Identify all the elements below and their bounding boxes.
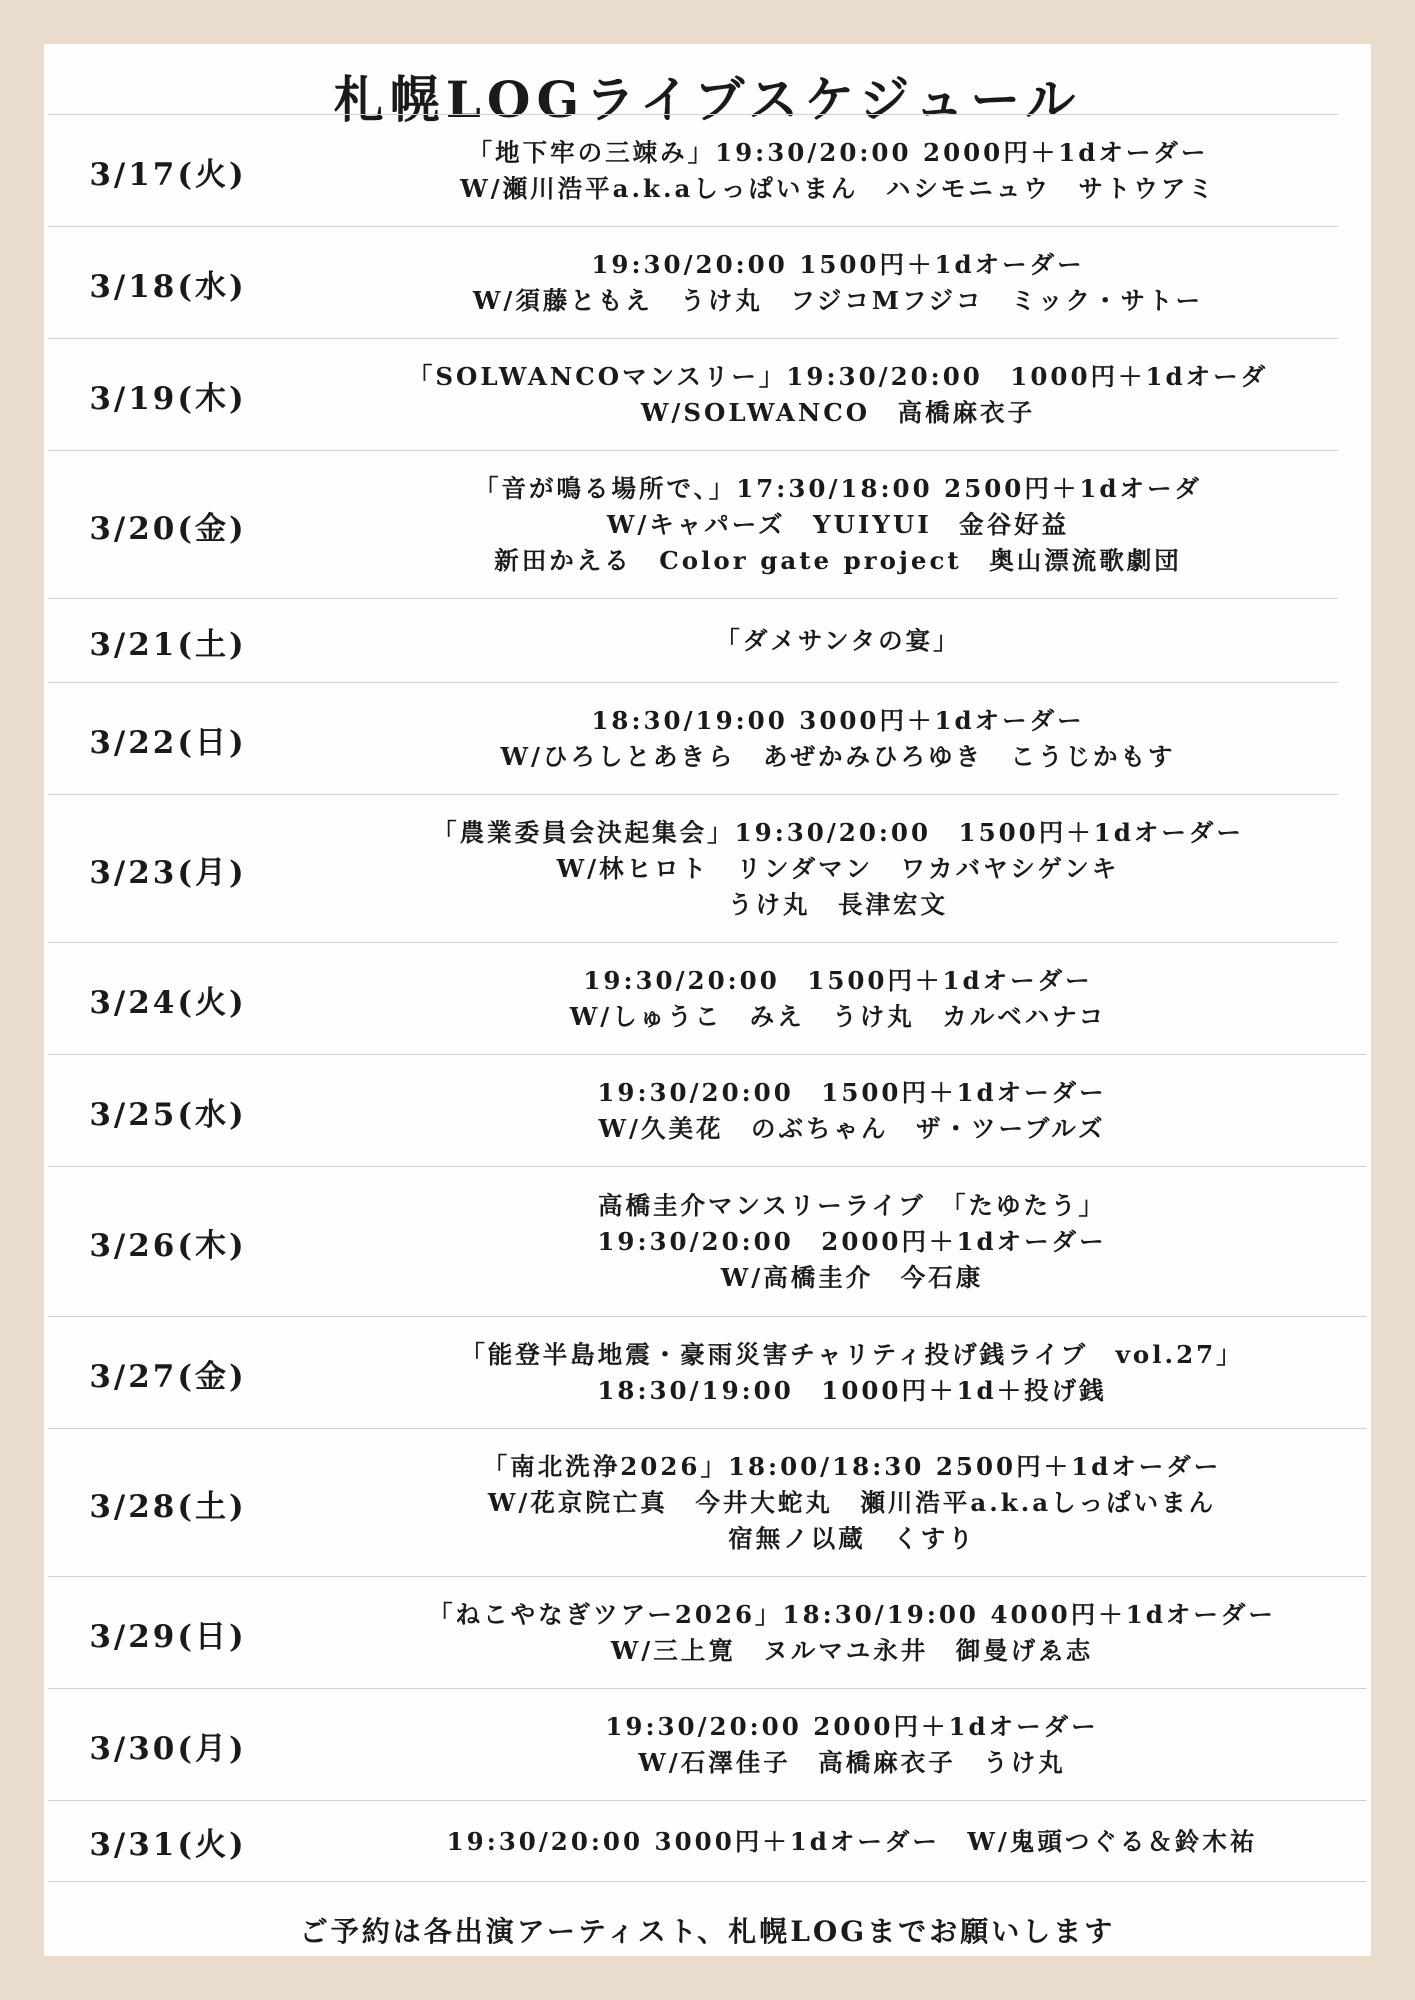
event-line: 「地下牢の三竦み」19:30/20:00 2000円＋1dオーダー — [467, 138, 1209, 167]
event-line: 「SOLWANCOマンスリー」19:30/20:00 1000円＋1dオーダ — [407, 362, 1269, 391]
schedule-row — [48, 450, 1338, 599]
event-date: 3/17(火) — [89, 156, 247, 193]
event-details — [338, 451, 1338, 599]
event-details — [338, 1167, 1366, 1317]
event-line: 宿無ノ以蔵 くすり — [728, 1524, 976, 1553]
event-details — [338, 599, 1338, 683]
event-date: 3/19(木) — [89, 380, 247, 417]
event-line: 高橋圭介マンスリーライブ 「たゆたう」 — [597, 1191, 1107, 1220]
event-line: 19:30/20:00 1500円＋1dオーダー — [597, 1078, 1107, 1107]
schedule-row — [48, 1054, 1366, 1167]
schedule-row — [48, 114, 1338, 227]
event-date: 3/18(水) — [89, 268, 247, 305]
event-line: 19:30/20:00 2000円＋1dオーダー — [605, 1712, 1099, 1741]
event-line: W/瀬川浩平a.k.aしっぱいまん ハシモニュウ サトウアミ — [460, 174, 1216, 203]
event-date: 3/26(木) — [89, 1227, 247, 1264]
event-line: W/久美花 のぶちゃん ザ・ツーブルズ — [598, 1114, 1106, 1143]
event-date: 3/22(日) — [89, 724, 247, 761]
event-line: 19:30/20:00 1500円＋1dオーダー — [583, 966, 1093, 995]
page-title: 札幌LOGライブスケジュール — [333, 70, 1082, 129]
schedule-sheet — [44, 44, 1371, 1956]
schedule-row — [48, 794, 1338, 943]
event-details — [338, 683, 1338, 795]
event-line: うけ丸 長津宏文 — [728, 890, 948, 919]
event-line: 19:30/20:00 2000円＋1dオーダー — [597, 1227, 1107, 1256]
event-date: 3/23(月) — [89, 854, 247, 891]
event-line: 「南北洗浄2026」18:00/18:30 2500円＋1dオーダー — [482, 1452, 1222, 1481]
event-details — [338, 943, 1338, 1055]
event-details — [338, 339, 1338, 451]
event-details — [338, 795, 1338, 943]
event-date: 3/29(日) — [89, 1618, 247, 1655]
schedule-row — [48, 682, 1338, 795]
event-line: W/花京院亡真 今井大蛇丸 瀬川浩平a.k.aしっぱいまん — [487, 1488, 1217, 1517]
event-date: 3/30(月) — [89, 1730, 247, 1767]
event-date: 3/21(土) — [89, 626, 247, 663]
event-date: 3/24(火) — [89, 984, 247, 1021]
schedule-row — [48, 1576, 1366, 1689]
event-line: 新田かえる Color gate project 奥山漂流歌劇団 — [494, 546, 1182, 575]
event-details — [338, 227, 1338, 339]
event-line: W/キャパーズ YUIYUI 金谷好益 — [606, 510, 1070, 539]
event-line: 19:30/20:00 1500円＋1dオーダー — [591, 250, 1085, 279]
event-details — [338, 115, 1338, 227]
event-details — [338, 1801, 1366, 1882]
event-date: 3/25(水) — [89, 1096, 247, 1133]
event-details — [338, 1689, 1366, 1801]
event-line: 「ダメサンタの宴」 — [715, 626, 961, 655]
schedule-row — [48, 598, 1338, 683]
event-details — [338, 1577, 1366, 1689]
event-date: 3/20(金) — [89, 510, 247, 547]
event-line: W/SOLWANCO 高橋麻衣子 — [640, 398, 1036, 427]
event-line: 「ねこやなぎツアー2026」18:30/19:00 4000円＋1dオーダー — [428, 1600, 1276, 1629]
event-line: 19:30/20:00 3000円＋1dオーダー W/鬼頭つぐる＆鈴木祐 — [446, 1826, 1258, 1856]
event-date: 3/31(火) — [89, 1827, 247, 1863]
schedule-row — [48, 1166, 1366, 1317]
event-line: 「農業委員会決起集会」19:30/20:00 1500円＋1dオーダー — [432, 818, 1244, 847]
event-line: W/三上寛 ヌルマユ永井 御曼げゑ志 — [610, 1636, 1094, 1665]
event-line: 「音が鳴る場所で、」17:30/18:00 2500円＋1dオーダ — [473, 474, 1203, 503]
event-details — [338, 1429, 1366, 1577]
event-line: W/しゅうこ みえ うけ丸 カルベハナコ — [569, 1002, 1107, 1031]
event-line: W/石澤佳子 高橋麻衣子 うけ丸 — [638, 1748, 1066, 1777]
event-line: W/須藤ともえ うけ丸 フジコMフジコ ミック・サトー — [472, 286, 1204, 315]
event-date: 3/28(土) — [89, 1488, 247, 1525]
event-line: 18:30/19:00 1000円＋1d＋投げ銭 — [597, 1376, 1107, 1405]
schedule-row — [48, 942, 1338, 1055]
event-line: 18:30/19:00 3000円＋1dオーダー — [591, 706, 1085, 735]
reservation-note: ご予約は各出演アーティスト、札幌LOGまでお願いします — [299, 1915, 1116, 1948]
schedule-row — [48, 1428, 1366, 1577]
event-date: 3/27(金) — [89, 1358, 247, 1395]
schedule-row — [48, 226, 1338, 339]
event-details — [338, 1055, 1366, 1167]
schedule-row — [48, 1800, 1366, 1882]
event-line: W/ひろしとあきら あぜかみひろゆき こうじかもす — [500, 742, 1176, 771]
schedule-row — [48, 338, 1338, 451]
event-line: W/林ヒロト リンダマン ワカバヤシゲンキ — [556, 854, 1120, 883]
divider — [48, 1881, 1366, 1882]
schedule-row — [48, 1316, 1366, 1429]
event-line: W/高橋圭介 今石康 — [720, 1263, 984, 1292]
event-line: 「能登半島地震・豪雨災害チャリティ投げ銭ライブ vol.27」 — [460, 1340, 1244, 1369]
schedule-row — [48, 1688, 1366, 1801]
event-details — [338, 1317, 1366, 1429]
